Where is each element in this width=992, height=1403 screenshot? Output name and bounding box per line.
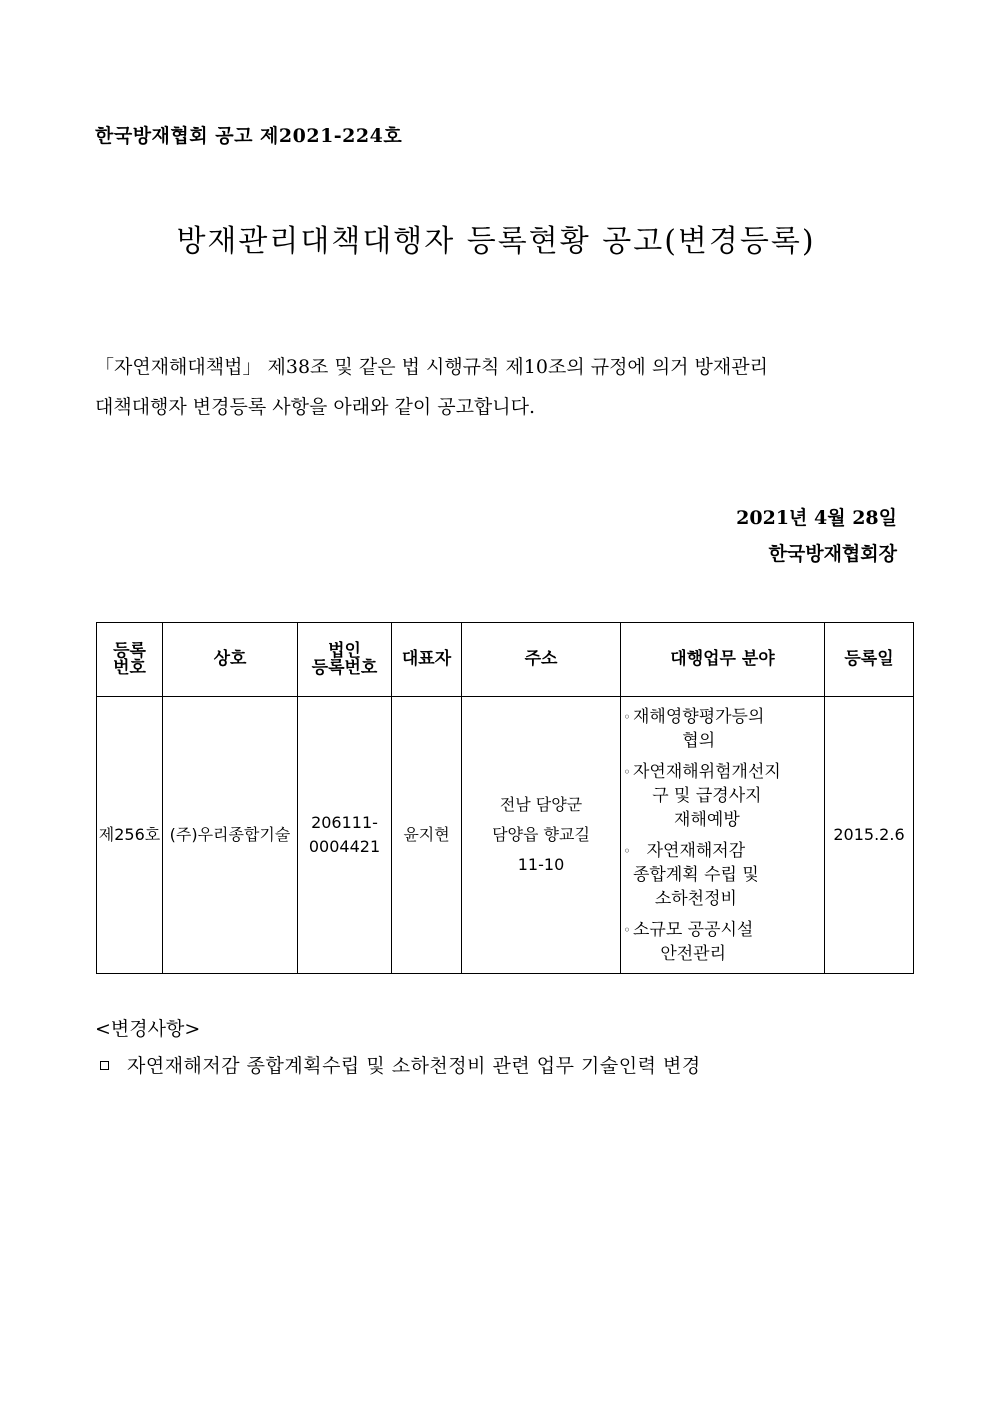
field-item — [621, 839, 824, 911]
header-ceo: 대표자 — [392, 623, 462, 697]
header-fields: 대행업무 분야 — [621, 623, 825, 697]
field-line: 자연재해위험개선지 — [633, 761, 781, 782]
cell-address — [462, 697, 621, 974]
registration-table — [96, 622, 914, 974]
cell-reg-date: 2015.2.6 — [825, 697, 914, 974]
circle-bullet-icon: ◦ — [623, 709, 631, 724]
cell-fields — [621, 697, 825, 974]
cell-reg-no: 제256호 — [97, 697, 163, 974]
cell-company: (주)우리종합기술 — [163, 697, 298, 974]
change-item — [100, 1051, 701, 1078]
header-corp-no — [298, 623, 392, 697]
field-item — [621, 705, 824, 753]
field-line: 자연재해저감 — [646, 840, 746, 861]
header-corp-no-line: 법인 — [328, 640, 361, 661]
circle-bullet-icon: ◦ — [623, 764, 631, 779]
field-line: 소규모 공공시설 — [633, 919, 754, 940]
notice-date: 2021년 4월 28일 — [736, 507, 897, 529]
document-title: 방재관리대책대행자 등록현황 공고(변경등록) — [176, 224, 816, 259]
corp-no-line: 206111- — [311, 813, 378, 832]
header-reg-no — [97, 623, 163, 697]
field-line: 안전관리 — [660, 943, 727, 964]
header-reg-no-line: 번호 — [113, 657, 146, 678]
changes-label: <변경사항> — [95, 1018, 201, 1040]
field-line: 소하천정비 — [654, 888, 737, 909]
square-bullet-icon — [100, 1061, 109, 1070]
cell-ceo: 윤지현 — [392, 697, 462, 974]
field-text — [633, 839, 759, 911]
circle-bullet-icon: ◦ — [623, 843, 631, 858]
change-item-text: 자연재해저감 종합계획수립 및 소하천정비 관련 업무 기술인력 변경 — [127, 1055, 701, 1077]
notice-number: 한국방재협회 공고 제2021-224호 — [95, 125, 403, 147]
address-line: 담양읍 향교길 — [492, 825, 590, 844]
header-corp-no-line: 등록번호 — [311, 657, 378, 678]
field-line: 재해영향평가등의 — [633, 706, 765, 727]
field-text — [633, 918, 753, 966]
address-line: 11-10 — [517, 855, 565, 874]
header-address: 주소 — [462, 623, 621, 697]
body-line-1: 「자연재해대책법」 제38조 및 같은 법 시행규칙 제10조의 규정에 의거 방재관리 — [95, 356, 768, 378]
field-line: 종합계획 수립 및 — [633, 864, 759, 885]
signer: 한국방재협회장 — [768, 543, 897, 565]
field-line: 협의 — [682, 730, 716, 751]
table-header-row — [97, 623, 914, 697]
field-text — [633, 705, 764, 753]
field-item — [621, 760, 824, 832]
corp-no-line: 0004421 — [308, 837, 381, 856]
header-reg-date: 등록일 — [825, 623, 914, 697]
header-company: 상호 — [163, 623, 298, 697]
circle-bullet-icon: ◦ — [623, 922, 631, 937]
field-line: 재해예방 — [674, 809, 740, 830]
header-reg-no-line: 등록 — [113, 640, 146, 661]
body-line-2: 대책대행자 변경등록 사항을 아래와 같이 공고합니다. — [95, 396, 536, 418]
field-line: 구 및 급경사지 — [652, 785, 762, 806]
body-paragraph — [95, 347, 897, 427]
address-line: 전남 담양군 — [499, 795, 583, 814]
field-item — [621, 918, 824, 966]
field-text — [633, 760, 781, 832]
table-row — [97, 697, 914, 974]
cell-corp-no — [298, 697, 392, 974]
